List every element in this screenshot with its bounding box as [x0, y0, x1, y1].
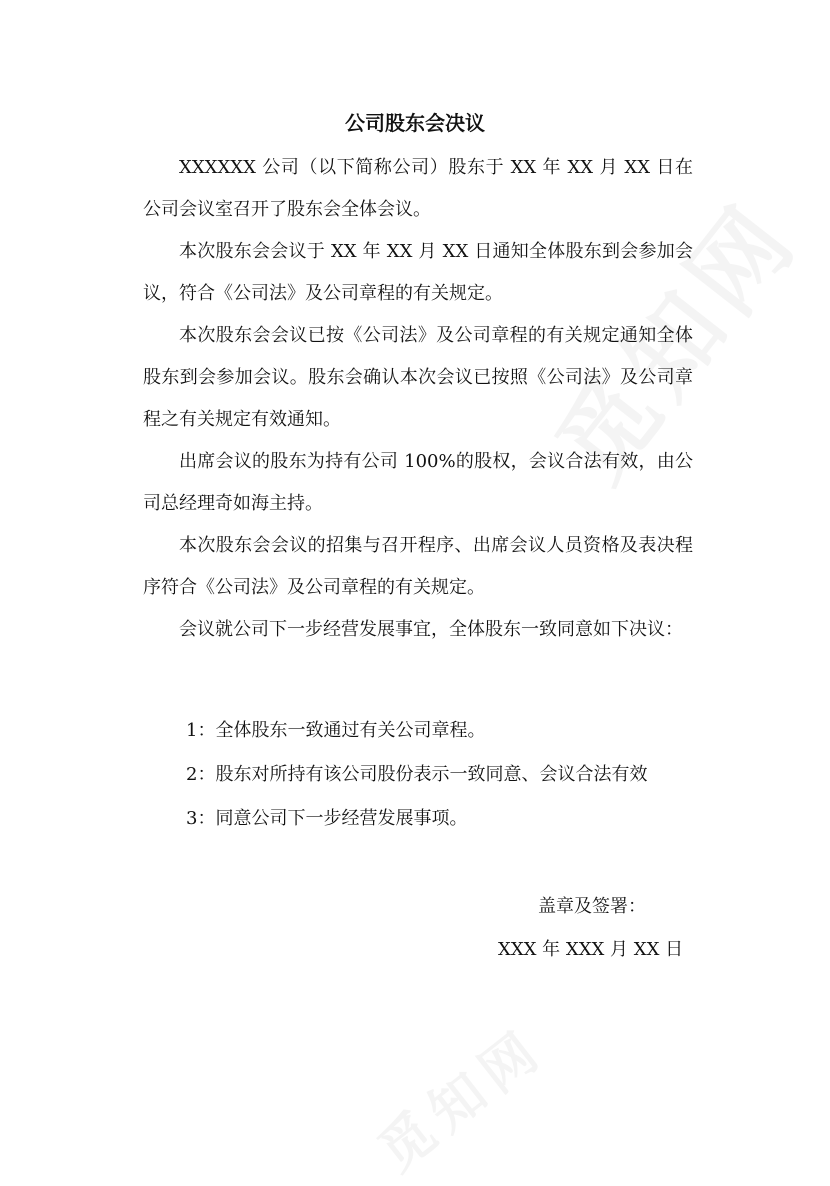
signature-date: XXX 年 XXX 月 XX 日 — [498, 939, 684, 960]
paragraph-attendance: 出席会议的股东为持有公司 100%的股权，会议合法有效，由公司总经理奇如海主持。 — [143, 451, 693, 514]
signature-label: 盖章及签署： — [538, 896, 646, 917]
resolution-item-2: 2：股东对所持有该公司股份表示一致同意、会议合法有效 — [186, 764, 648, 785]
document-title: 公司股东会决议 — [345, 111, 485, 135]
resolution-item-1: 1：全体股东一致通过有关公司章程。 — [186, 720, 486, 741]
paragraph-procedure: 本次股东会会议的招集与召开程序、出席会议人员资格及表决程序符合《公司法》及公司章程的有关规定。 — [143, 535, 693, 598]
resolution-item-3: 3：同意公司下一步经营发展事项。 — [186, 808, 468, 829]
paragraph-meeting-info: XXXXXX 公司（以下简称公司）股东于 XX 年 XX 月 XX 日在公司会议室召开了股东会全体会议。 — [143, 157, 693, 220]
paragraph-notice: 本次股东会会议于 XX 年 XX 月 XX 日通知全体股东到会参加会议，符合《公司法》及公司章程的有关规定。 — [143, 241, 693, 304]
paragraph-notice-confirmation: 本次股东会会议已按《公司法》及公司章程的有关规定通知全体股东到会参加会议。股东会确认本次会议已按照《公司法》及公司章程之有关规定有效通知。 — [143, 325, 693, 430]
watermark-secondary — [360, 1007, 559, 1186]
paragraph-resolution-intro: 会议就公司下一步经营发展事宜，全体股东一致同意如下决议： — [179, 619, 683, 640]
